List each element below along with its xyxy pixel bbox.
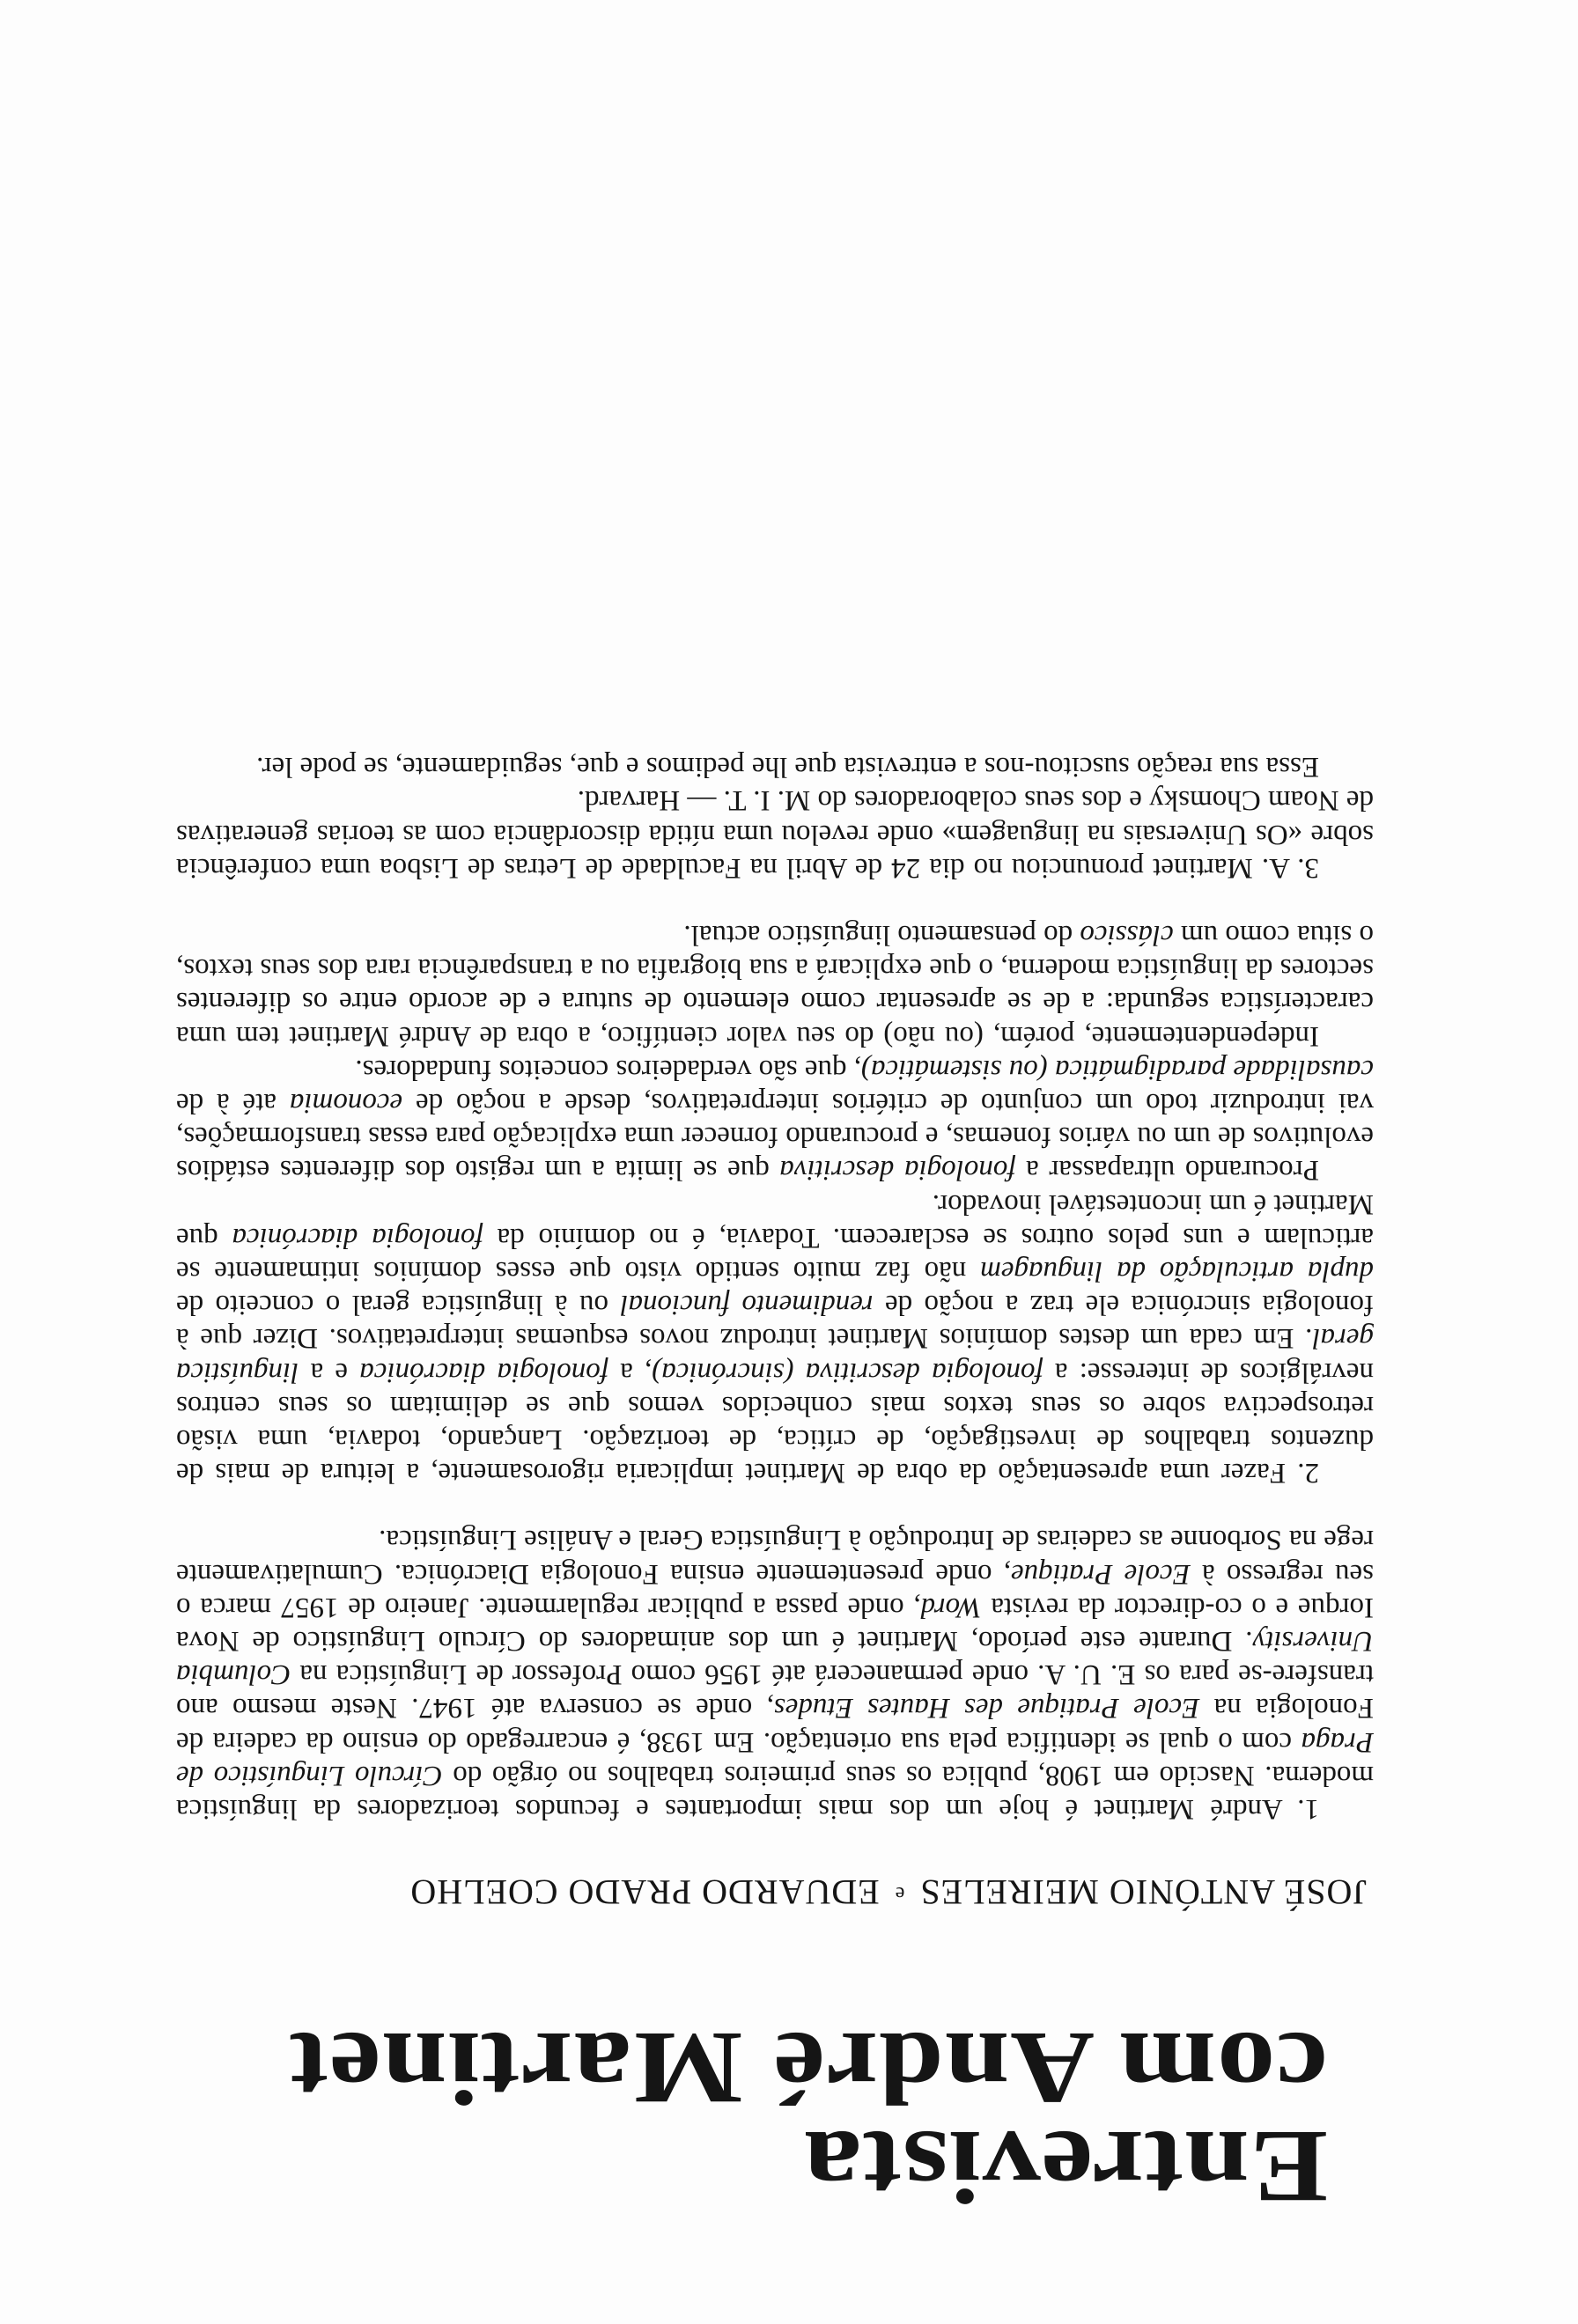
article-title <box>38 2011 1328 2225</box>
text-run: não faz muito sentido visto que esses domínios intimamente se articulam e uns pelos outros se esclarecem. Todavia, é no domínio da <box>176 1221 1374 1287</box>
text-run: Procurando ultrapassar a <box>1015 1154 1319 1187</box>
italic-run: economia <box>289 1086 403 1119</box>
paragraph-5 <box>176 783 1374 885</box>
text-run: 3. A. Martinet pronunciou no dia 24 de Abril na Faculdade de Letras de Lisboa uma conferência sobre «Os Universais na linguagem» onde revelou uma nítida discordância com as teorias generativas de Noam Chomsky e dos seus colaboradores do M. I. T. — Harvard. <box>176 784 1374 884</box>
article-body <box>176 750 1374 1826</box>
text-run: . Durante este período, Martinet é um dos animadores do Círculo Linguístico de Nova Iorque e o co-director da revista <box>176 1591 1374 1657</box>
text-run: , onde se conserva até 1947. Neste mesmo ano transfere-se para os E. U. A. onde permanecerá até 1956 como Professor de Linguística na <box>175 1658 1374 1725</box>
text-run: até à de <box>176 1086 290 1119</box>
text-run: e a <box>299 1356 360 1388</box>
paragraph-4 <box>176 918 1374 1053</box>
italic-run: causalidade paradigmática (ou sistemática) <box>860 1053 1374 1085</box>
text-run: com o qual se identifica pela sua orientação. Em 1938, é encarregado do ensino da cadeira de Fonologia na <box>176 1692 1374 1758</box>
italic-run: linguística geral <box>176 1322 1374 1388</box>
text-run: do pensamento linguístico actual. <box>683 918 1080 951</box>
text-run: , onde passa a publicar regularmente. Janeiro de 1957 marca o seu regresso à <box>176 1557 1374 1623</box>
paragraph-6 <box>176 750 1374 783</box>
text-run: que Martinet é um incontestável inovador. <box>176 1188 1374 1254</box>
author-second: EDUARDO PRADO COELHO <box>409 1872 880 1912</box>
italic-run: Ecole Pratique des Hautes Etudes <box>773 1692 1200 1725</box>
italic-run: fonologia descritiva (sincrónica) <box>652 1356 1043 1388</box>
text-run: 2. Fazer uma apresentação da obra de Martinet implicaria rigorosamente, a leitura de mais de duzentos trabalhos de investigação, de crítica, de teorização. Lançando, todavia, uma visão retrospectiva sobre os seus textos mais conhecidos vemos que se delimitam os seus centros nevrálgicos de interesse: a <box>176 1356 1374 1489</box>
paragraph-3 <box>176 1053 1374 1188</box>
text-run: ou à linguística geral o conceito de <box>176 1289 621 1321</box>
text-run: Essa sua reação suscitou-nos a entrevista que lhe pedimos e que, seguidamente, se pode ler. <box>256 751 1319 783</box>
text-run: que se limita a um registo dos diferentes estádios evolutivos de um ou vários fonemas, e procurando fornecer uma explicação para essas transformações, vai introduzir todo um conjunto de critérios interpretativos, desde a noção de <box>175 1086 1374 1187</box>
author-first: JOSÉ ANTÓNIO MEIRELES <box>919 1872 1367 1912</box>
author-conjunction: e <box>894 1882 905 1905</box>
italic-run: rendimento funcional <box>620 1289 874 1321</box>
text-run: , a <box>608 1356 653 1388</box>
italic-run: fonologia diacrónica <box>232 1221 483 1254</box>
italic-run: Ecole Pratique <box>1010 1557 1191 1590</box>
text-run: , onde presentemente ensina Fonologia Diacrónica. Cumulativamente rege na Sorbonne as cadeiras de Introdução à Linguística Geral e Análise Linguística. <box>176 1524 1374 1590</box>
italic-run: clássico <box>1080 918 1174 951</box>
paragraph-1 <box>176 1523 1374 1826</box>
text-run: 1. André Martinet é hoje um dos mais importantes e fecundos teorizadores da linguística moderna. Nascido em 1908, publica os seus primeiros trabalhos no órgão do <box>176 1759 1374 1825</box>
italic-run: dupla articulação da linguagem <box>980 1254 1374 1287</box>
text-run: . Em cada um destes domínios Martinet introduz novos esquemas interpretativos. Dizer que à fonologia sincrónica ele traz a noção de <box>176 1289 1374 1355</box>
article-column <box>175 750 1374 2225</box>
italic-run: fonologia diacrónica <box>359 1356 608 1388</box>
title-line-2: com André Martinet <box>289 2011 1328 2126</box>
italic-run: Círculo Linguístico de Praga <box>175 1725 1374 1791</box>
italic-run: Word <box>920 1591 982 1623</box>
text-run: , que são verdadeiros conceitos fundadores. <box>355 1053 861 1085</box>
italic-run: Columbia University <box>176 1624 1374 1691</box>
title-line-1: Entrevista <box>802 2109 1328 2225</box>
paragraph-2 <box>176 1187 1374 1489</box>
text-run: Independentemente, porém, (ou não) do seu valor científico, a obra de André Martinet tem uma característica segunda: a de se apresentar como elemento de sutura e de acordo entre os diferentes sectores da linguística moderna, o que explicará a sua biografia ou a transparência rara dos seus textos, o situa como um <box>176 918 1374 1052</box>
italic-run: fonologia descritiva <box>779 1154 1016 1187</box>
article-authors <box>176 1872 1367 1913</box>
